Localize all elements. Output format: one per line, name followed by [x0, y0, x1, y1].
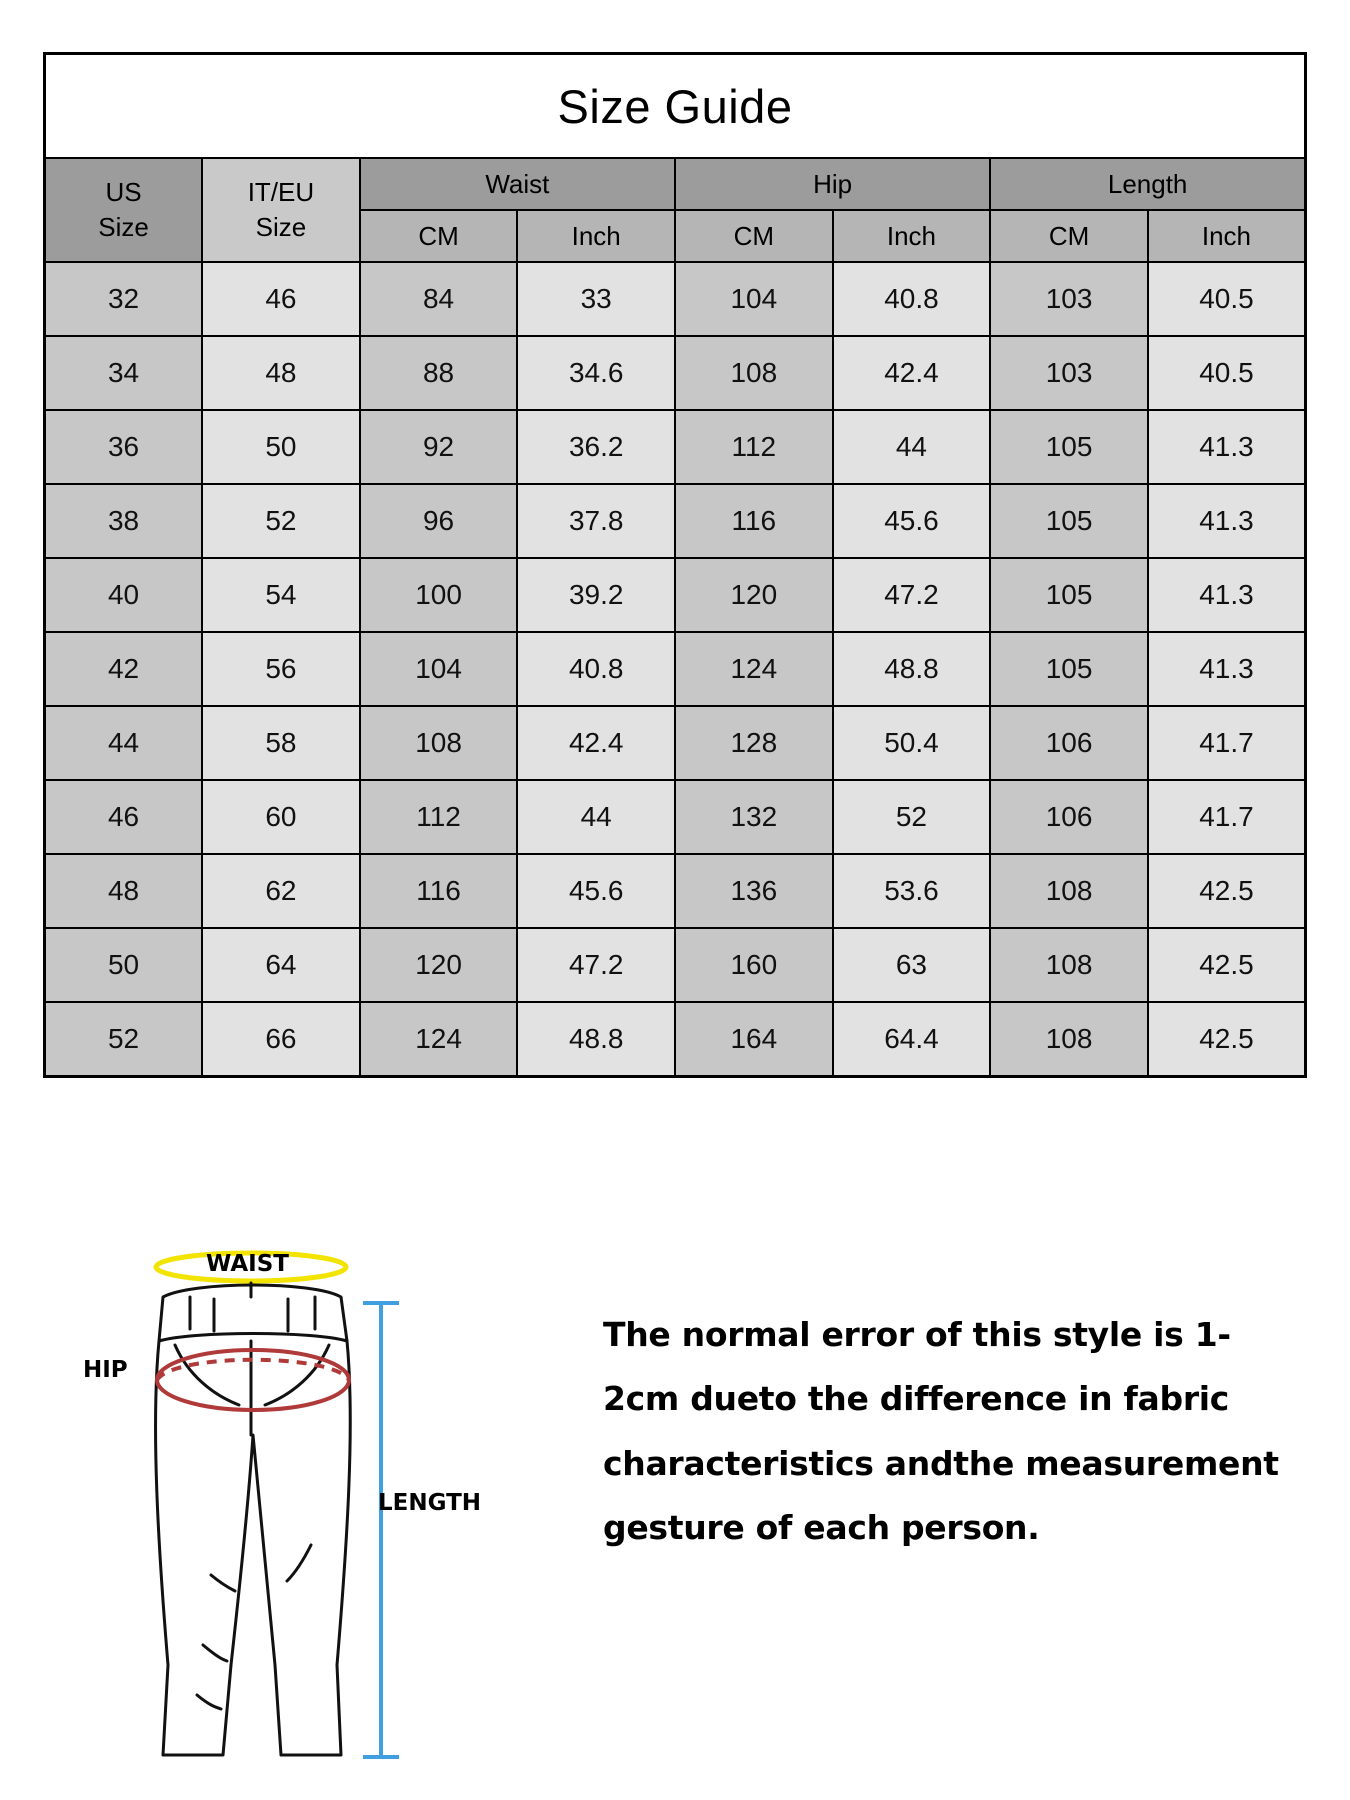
label-waist: WAIST — [206, 1251, 289, 1277]
cell-us-size: 44 — [45, 706, 203, 780]
header-waist: Waist — [360, 158, 675, 210]
cell-eu-size: 56 — [202, 632, 360, 706]
cell-eu-size: 46 — [202, 262, 360, 336]
cell-waist-cm: 100 — [360, 558, 518, 632]
cell-length-inch: 41.3 — [1148, 410, 1306, 484]
header-hip-cm: CM — [675, 210, 833, 262]
cell-hip-cm: 164 — [675, 1002, 833, 1077]
size-table-container — [43, 52, 1307, 1078]
cell-waist-cm: 120 — [360, 928, 518, 1002]
cell-length-cm: 106 — [990, 780, 1148, 854]
cell-waist-inch: 44 — [517, 780, 675, 854]
cell-hip-cm: 104 — [675, 262, 833, 336]
length-measure-line — [363, 1303, 399, 1757]
cell-length-inch: 42.5 — [1148, 928, 1306, 1002]
cell-length-inch: 42.5 — [1148, 854, 1306, 928]
cell-length-inch: 41.7 — [1148, 780, 1306, 854]
cell-waist-inch: 34.6 — [517, 336, 675, 410]
cell-waist-cm: 108 — [360, 706, 518, 780]
header-hip: Hip — [675, 158, 990, 210]
table-row — [45, 854, 1306, 928]
header-waist-inch: Inch — [517, 210, 675, 262]
cell-us-size: 46 — [45, 780, 203, 854]
cell-waist-inch: 42.4 — [517, 706, 675, 780]
cell-hip-inch: 64.4 — [833, 1002, 991, 1077]
header-it-eu-size-line1: IT/EU — [247, 176, 315, 207]
header-waist-cm: CM — [360, 210, 518, 262]
cell-length-cm: 108 — [990, 1002, 1148, 1077]
cell-waist-inch: 37.8 — [517, 484, 675, 558]
header-hip-inch: Inch — [833, 210, 991, 262]
cell-hip-inch: 42.4 — [833, 336, 991, 410]
cell-eu-size: 50 — [202, 410, 360, 484]
cell-us-size: 40 — [45, 558, 203, 632]
cell-length-cm: 103 — [990, 336, 1148, 410]
cell-us-size: 50 — [45, 928, 203, 1002]
cell-length-inch: 42.5 — [1148, 1002, 1306, 1077]
table-group-header-row — [45, 158, 1306, 210]
cell-us-size: 48 — [45, 854, 203, 928]
cell-us-size: 32 — [45, 262, 203, 336]
cell-length-inch: 41.3 — [1148, 558, 1306, 632]
table-row — [45, 1002, 1306, 1077]
header-length-cm: CM — [990, 210, 1148, 262]
cell-us-size: 52 — [45, 1002, 203, 1077]
cell-us-size: 36 — [45, 410, 203, 484]
cell-waist-inch: 40.8 — [517, 632, 675, 706]
measurement-note: The normal error of this style is 1-2cm dueto the difference in fabric characteristics andthe measurement gesture of each person. — [603, 1315, 1279, 1548]
label-hip: HIP — [83, 1357, 128, 1383]
cell-eu-size: 66 — [202, 1002, 360, 1077]
cell-hip-inch: 52 — [833, 780, 991, 854]
cell-us-size: 38 — [45, 484, 203, 558]
cell-waist-cm: 112 — [360, 780, 518, 854]
cell-waist-cm: 84 — [360, 262, 518, 336]
header-it-eu-size — [202, 158, 360, 262]
measurement-guide-section — [43, 1245, 1307, 1765]
page-title: Size Guide — [45, 54, 1306, 159]
cell-waist-inch: 39.2 — [517, 558, 675, 632]
cell-hip-inch: 50.4 — [833, 706, 991, 780]
cell-us-size: 42 — [45, 632, 203, 706]
cell-waist-cm: 124 — [360, 1002, 518, 1077]
header-us-size-line1: US — [105, 176, 142, 207]
cell-length-cm: 103 — [990, 262, 1148, 336]
header-length-inch: Inch — [1148, 210, 1306, 262]
header-length: Length — [990, 158, 1305, 210]
cell-eu-size: 54 — [202, 558, 360, 632]
cell-eu-size: 58 — [202, 706, 360, 780]
cell-waist-inch: 48.8 — [517, 1002, 675, 1077]
table-row — [45, 484, 1306, 558]
header-us-size — [45, 158, 203, 262]
cell-waist-inch: 45.6 — [517, 854, 675, 928]
cell-hip-inch: 53.6 — [833, 854, 991, 928]
cell-length-inch: 41.3 — [1148, 484, 1306, 558]
table-title-row — [45, 54, 1306, 159]
table-row — [45, 558, 1306, 632]
pants-measurement-diagram — [63, 1245, 533, 1765]
cell-waist-cm: 116 — [360, 854, 518, 928]
cell-eu-size: 64 — [202, 928, 360, 1002]
cell-waist-cm: 104 — [360, 632, 518, 706]
table-row — [45, 262, 1306, 336]
cell-hip-inch: 40.8 — [833, 262, 991, 336]
cell-hip-cm: 136 — [675, 854, 833, 928]
cell-eu-size: 52 — [202, 484, 360, 558]
cell-waist-inch: 47.2 — [517, 928, 675, 1002]
cell-hip-inch: 44 — [833, 410, 991, 484]
cell-eu-size: 62 — [202, 854, 360, 928]
cell-hip-cm: 116 — [675, 484, 833, 558]
header-us-size-line2: Size — [98, 212, 149, 242]
table-row — [45, 706, 1306, 780]
cell-hip-cm: 112 — [675, 410, 833, 484]
cell-waist-cm: 92 — [360, 410, 518, 484]
table-row — [45, 336, 1306, 410]
cell-eu-size: 48 — [202, 336, 360, 410]
header-it-eu-size-line2: Size — [255, 212, 307, 242]
cell-waist-cm: 88 — [360, 336, 518, 410]
label-length: LENGTH — [378, 1490, 482, 1516]
cell-hip-cm: 124 — [675, 632, 833, 706]
table-row — [45, 410, 1306, 484]
cell-hip-cm: 160 — [675, 928, 833, 1002]
cell-hip-cm: 132 — [675, 780, 833, 854]
hip-measure-line — [157, 1350, 349, 1410]
cell-length-inch: 40.5 — [1148, 336, 1306, 410]
cell-hip-inch: 45.6 — [833, 484, 991, 558]
cell-length-cm: 105 — [990, 484, 1148, 558]
cell-hip-cm: 108 — [675, 336, 833, 410]
cell-waist-cm: 96 — [360, 484, 518, 558]
cell-hip-cm: 128 — [675, 706, 833, 780]
cell-length-inch: 41.7 — [1148, 706, 1306, 780]
table-row — [45, 780, 1306, 854]
cell-length-cm: 105 — [990, 558, 1148, 632]
size-table — [43, 52, 1307, 1078]
table-row — [45, 632, 1306, 706]
pants-outline — [156, 1283, 351, 1755]
cell-hip-inch: 48.8 — [833, 632, 991, 706]
cell-us-size: 34 — [45, 336, 203, 410]
cell-length-cm: 108 — [990, 928, 1148, 1002]
cell-hip-inch: 63 — [833, 928, 991, 1002]
cell-length-cm: 106 — [990, 706, 1148, 780]
cell-length-inch: 40.5 — [1148, 262, 1306, 336]
table-row — [45, 928, 1306, 1002]
cell-length-cm: 105 — [990, 632, 1148, 706]
cell-hip-inch: 47.2 — [833, 558, 991, 632]
cell-length-cm: 108 — [990, 854, 1148, 928]
cell-hip-cm: 120 — [675, 558, 833, 632]
cell-length-cm: 105 — [990, 410, 1148, 484]
cell-waist-inch: 33 — [517, 262, 675, 336]
cell-waist-inch: 36.2 — [517, 410, 675, 484]
cell-eu-size: 60 — [202, 780, 360, 854]
cell-length-inch: 41.3 — [1148, 632, 1306, 706]
